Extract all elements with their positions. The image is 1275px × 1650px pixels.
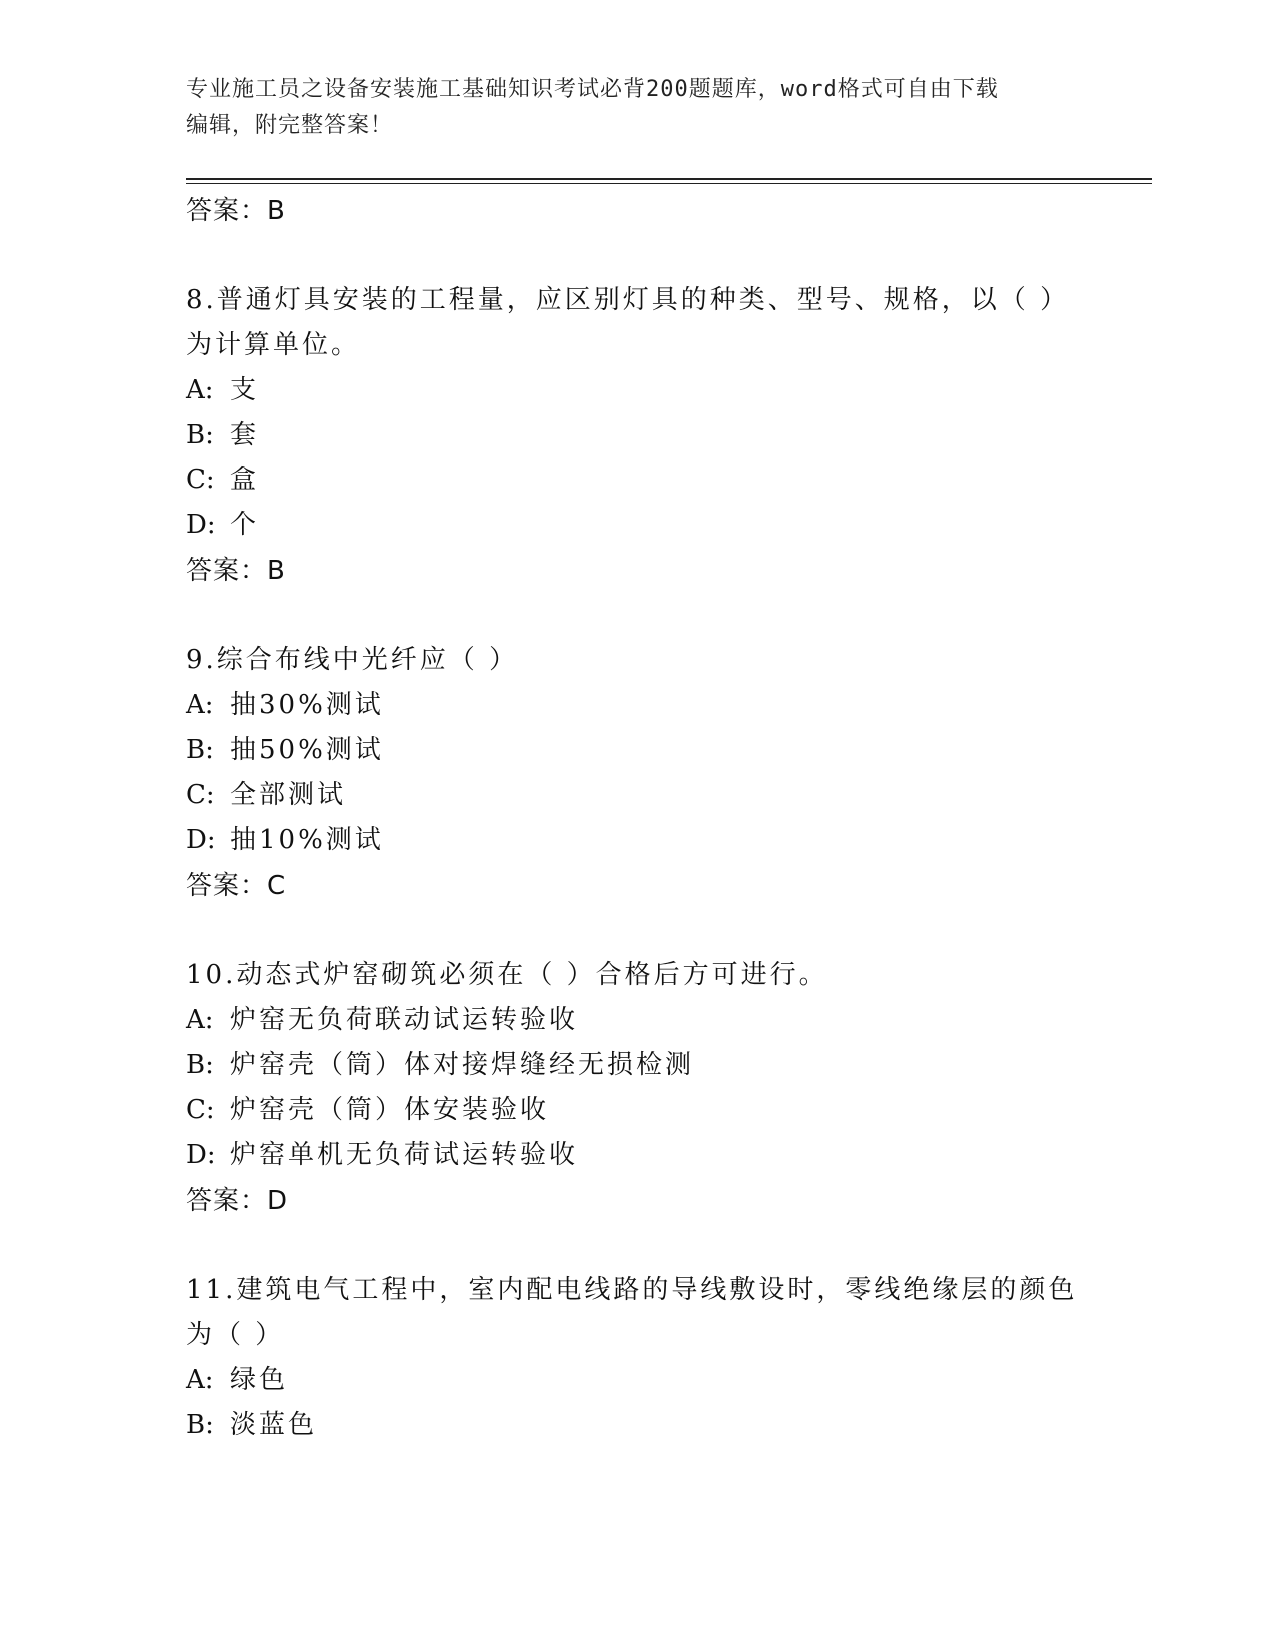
option-a [186,368,1086,413]
option-key: D: [186,825,216,855]
option-text: 全部测试 [230,780,347,810]
option-text: 盒 [230,465,260,495]
question-10 [186,953,1086,1224]
question-stem: 11.建筑电气工程中，室内配电线路的导线敷设时，零线绝缘层的颜色 [186,1275,1078,1305]
header-line-2: 编辑，附完整答案！ [186,113,394,138]
option-text: 绿色 [230,1365,289,1395]
option-key: B: [186,1050,214,1080]
page-header [186,72,1066,144]
option-b [186,1043,1086,1088]
option-a [186,683,1086,728]
option-text: 淡蓝色 [230,1410,318,1440]
option-text: 抽50%测试 [230,735,384,765]
option-key: C: [186,465,215,495]
option-key: B: [186,420,214,450]
option-text: 套 [230,420,260,450]
option-text: 个 [230,510,260,540]
option-key: A: [186,1005,214,1035]
option-key: A: [186,690,214,720]
option-d [186,818,1086,863]
option-d [186,1133,1086,1178]
answer: 答案：C [186,871,287,901]
option-text: 炉窑壳（筒）体安装验收 [230,1095,550,1125]
option-c [186,1088,1086,1133]
answer: 答案：D [186,1186,289,1216]
option-key: B: [186,1410,214,1440]
option-key: A: [186,1365,214,1395]
question-stem: 10.动态式炉窑砌筑必须在（ ）合格后方可进行。 [186,960,828,990]
header-line-1: 专业施工员之设备安装施工基础知识考试必背200题题库，word格式可自由下载 [186,77,999,102]
answer: 答案：B [186,556,286,586]
header-rule-thin [186,183,1152,184]
option-a [186,998,1086,1043]
option-key: D: [186,1140,216,1170]
question-stem-continued: 为计算单位。 [186,330,361,360]
option-d [186,503,1086,548]
question-8 [186,278,1086,594]
question-11 [186,1268,1086,1448]
option-text: 抽10%测试 [230,825,384,855]
option-b [186,413,1086,458]
option-key: C: [186,780,215,810]
question-stem-continued: 为（ ） [186,1320,285,1350]
question-9 [186,638,1086,909]
option-text: 炉窑壳（筒）体对接焊缝经无损检测 [230,1050,695,1080]
previous-answer: 答案：B [186,196,286,226]
option-text: 抽30%测试 [230,690,384,720]
option-key: B: [186,735,214,765]
question-list [186,188,1086,1448]
option-key: D: [186,510,216,540]
option-key: C: [186,1095,215,1125]
option-b [186,1403,1086,1448]
option-text: 支 [230,375,260,405]
header-rule-thick [186,178,1152,180]
option-key: A: [186,375,214,405]
option-c [186,458,1086,503]
option-text: 炉窑无负荷联动试运转验收 [230,1005,579,1035]
option-a [186,1358,1086,1403]
option-b [186,728,1086,773]
question-stem: 9.综合布线中光纤应（ ） [186,645,519,675]
option-text: 炉窑单机无负荷试运转验收 [230,1140,579,1170]
option-c [186,773,1086,818]
question-stem: 8.普通灯具安装的工程量，应区别灯具的种类、型号、规格，以（ ） [186,285,1070,315]
